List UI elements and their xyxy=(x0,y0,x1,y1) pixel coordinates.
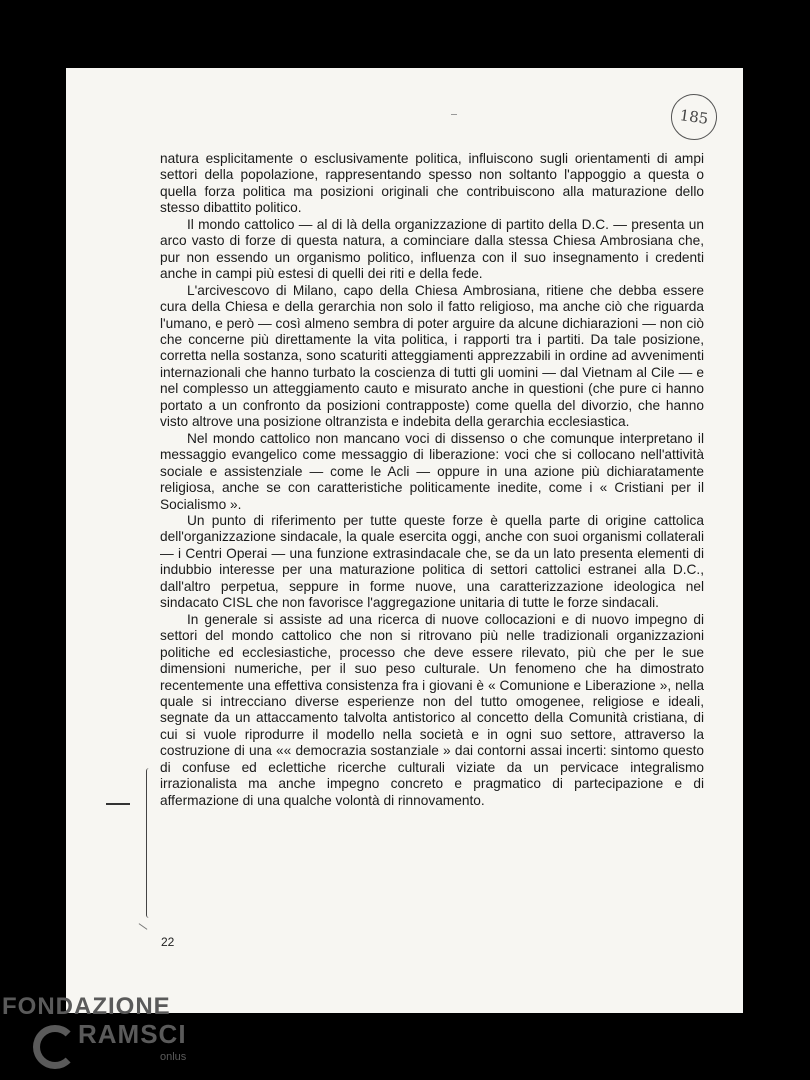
watermark-line1: FONDAZIONE xyxy=(2,993,171,1020)
watermark-line3: onlus xyxy=(160,1051,187,1063)
paragraph-3: L'arcivescovo di Milano, capo della Chiesa Ambrosiana, ritiene che debba essere cura della Chiesa e della gerarchia non solo il fatto religioso, ma anche ciò che riguarda l'umano, e però — così almeno sembra di poter arguire da alcune dichiarazioni — non ciò che concerne più direttamente la vita politica, i rapporti tra i partiti. Da tale posizione, corretta nella sostanza, sono scaturiti atteggiamenti apprezzabili in ordine ad avvenimenti internazionali che hanno turbato la coscienza di tutti gli uomini — dal Vietnam al Cile — e nel complesso un atteggiamento cauto e misurato anche in questioni (che pure ci hanno portato a un confronto da posizioni contrapposte) come quella del divorzio, che hanno visto altrove una posizione oltranzista e indebita della gerarchia ecclesiastica. xyxy=(160,282,704,430)
watermark-line2: RAMSCI xyxy=(78,1019,187,1049)
document-page xyxy=(66,68,743,1013)
folio-text: 185 xyxy=(678,106,710,128)
margin-annotation-dash xyxy=(106,803,130,805)
scan-corner-mark xyxy=(139,923,148,930)
page-number: 22 xyxy=(161,935,175,949)
body-text xyxy=(160,151,704,809)
paragraph-4: Nel mondo cattolico non mancano voci di dissenso o che comunque interpretano il messaggio evangelico come messaggio di liberazione: voci che si collocano nell'attività sociale e assistenziale — come le Acli — oppure in una azione più dichiaratamente religiosa, anche se con caratteristiche politicamente inedite, come i « Cristiani per il Socialismo ». xyxy=(160,430,704,512)
margin-annotation-bracket xyxy=(146,768,152,918)
paragraph-5: Un punto di riferimento per tutte queste forze è quella parte di origine cattolica dell'organizzazione sindacale, la quale esercita oggi, anche con suoi organismi collaterali — i Centri Operai — una funzione extrasindacale che, se da un lato presenta elementi di indubbio interesse per una maturazione politica di settori cattolici estranei alla D.C., dall'altro perpetua, seppure in forme nuove, una caratterizzazione ideologica nel sindacato CISL che non favorisce l'aggregazione unitaria di tutte le forze sindacali. xyxy=(160,512,704,611)
paragraph-2: Il mondo cattolico — al di là della organizzazione di partito della D.C. — presenta un arco vasto di forze di questa natura, a cominciare dalla stessa Chiesa Ambrosiana che, pur non essendo un organismo politico, influenza con il suo insegnamento i credenti anche in campi più estesi di quelli dei riti e della fede. xyxy=(160,216,704,282)
fondazione-gramsci-watermark xyxy=(0,985,210,1080)
paragraph-1: natura esplicitamente o esclusivamente politica, influiscono sugli orientamenti di ampi settori della popolazione, rappresentando spesso non soltanto l'appoggio a questa o quella forza politica ma posizioni originali che contribuiscono alla maturazione dello stesso dibattito politico. xyxy=(160,151,704,216)
watermark-g-logo-icon xyxy=(33,1025,77,1069)
scan-mark xyxy=(451,114,457,115)
paragraph-6: In generale si assiste ad una ricerca di nuove collocazioni e di nuovo impegno di settori del mondo cattolico che non si ritrovano più nelle tradizionali organizzazioni politiche ed ecclesiastiche, processo che deve essere rilevato, più che per le sue dimensioni numeriche, per il suo peso culturale. Un fenomeno che ha dimostrato recentemente una effettiva consistenza fra i giovani è « Comunione e Liberazione », nella quale si intrecciano diverse esperienze non del tutto omogenee, religiose e ideali, segnate da un attaccamento talvolta antistorico al concetto della Comunità cristiana, di cui si vuole riprodurre il modello nella società e in ogni suo settore, attraverso la costruzione di una «« democrazia sostanziale » dai contorni assai incerti: sintomo questo di confuse ed eclettiche ricerche culturali viziate da un pervicace integralismo irrazionalista ma anche impegno concreto e pragmatico di partecipazione e di affermazione di una qualche volontà di rinnovamento. xyxy=(160,611,704,808)
handwritten-folio-number xyxy=(668,91,720,143)
